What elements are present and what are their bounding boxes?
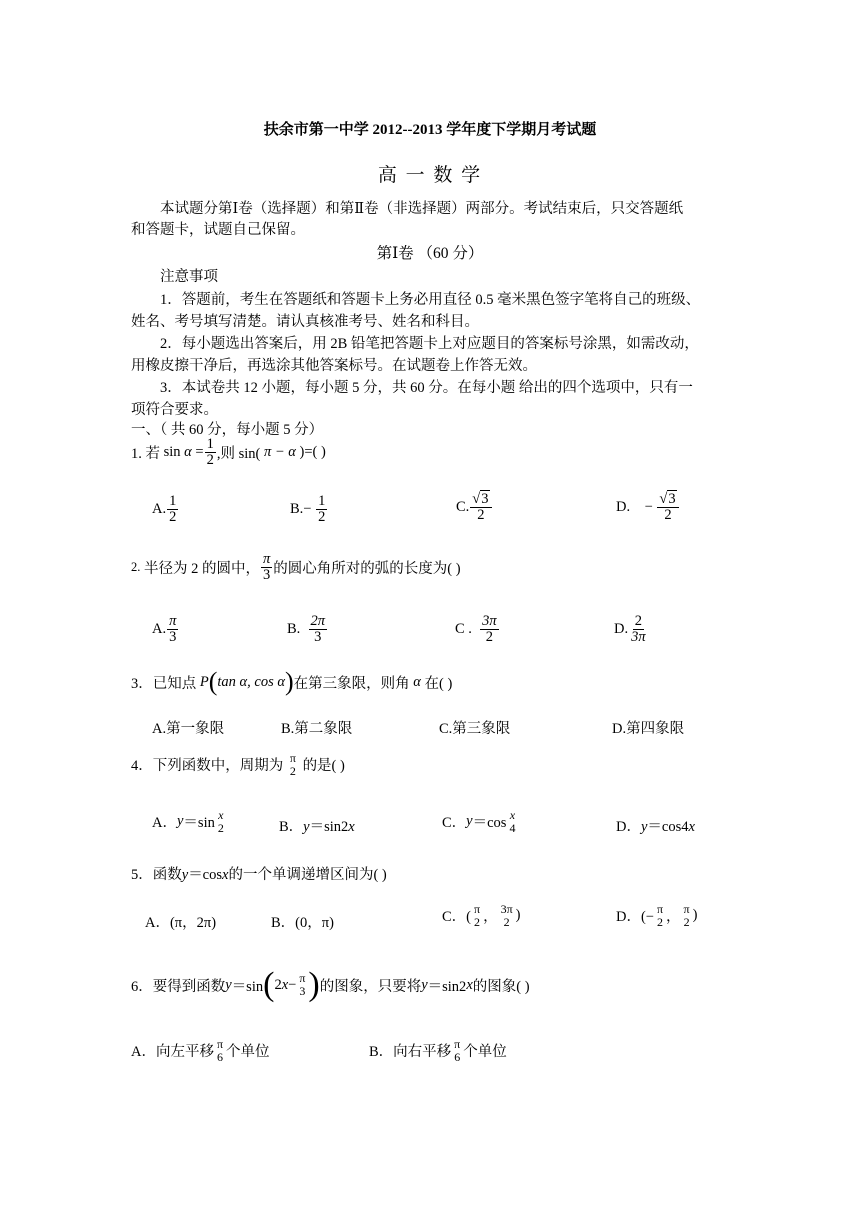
q2-option-d[interactable]: D. $\frac{2}{3\pi}$ [614, 613, 646, 646]
intro-line-1: 本试题分第Ⅰ卷（选择题）和第Ⅱ卷（非选择题）两部分。考试结束后，只交答题纸 [160, 201, 684, 217]
q3-option-a[interactable]: A.第一象限 [152, 721, 225, 737]
q1-option-c[interactable]: C. $\frac{√3}{2}$ [456, 492, 493, 523]
intro-line-2: 和答题卡，试题自己保留。 [131, 222, 305, 238]
q6-x2: x [466, 976, 473, 993]
q2-d-fraction: $\frac{2}{3\pi}$ [631, 613, 646, 646]
q5-eq: ＝cos [188, 867, 223, 883]
q5-option-c[interactable]: C．( π 2 ， 3π 2 ) [442, 902, 521, 929]
part-heading: 一、（ 共 60 分，每小题 5 分） [131, 422, 324, 438]
q1-option-b[interactable]: B. − $\frac{1}{2}$ [290, 493, 326, 526]
q4-a-fraction: x 2 [217, 808, 224, 835]
q2-option-c[interactable]: C . $\frac{3\pi}{2}$ [455, 613, 497, 646]
q2-text-b: 的圆心角所对的弧的长度为( ) [273, 561, 461, 578]
q2-pi-over-3: $\frac{\pi}{3}$ [263, 551, 271, 584]
q6-right-bracket: ) [308, 966, 320, 1003]
section-title: 第Ⅰ卷 （60 分） [376, 245, 484, 262]
q2-a-fraction: $\frac{\pi}{3}$ [169, 613, 177, 646]
q3-option-d[interactable]: D.第四象限 [612, 721, 685, 737]
note-2-line-2: 用橡皮擦干净后，再选涂其他答案标号。在试题卷上作答无效。 [131, 358, 537, 374]
q6-left-bracket: ( [263, 966, 275, 1003]
q5-y: y [181, 867, 189, 883]
q4-pi-over-2: π 2 [289, 751, 296, 778]
q3-right-paren: ) [285, 667, 294, 696]
q5-c-frac-2: 3π 2 [500, 902, 513, 929]
q6-option-b[interactable]: B．向右平移 π 6 个单位 [369, 1037, 507, 1064]
q1-d-fraction: $\frac{√3}{2}$ [657, 492, 678, 523]
q4-option-c[interactable]: C． y ＝cos x 4 [442, 808, 516, 835]
q6-y2: y [421, 976, 428, 993]
note-2-line-1: 2．每小题选出答案后，用 2B 铅笔把答题卡上对应题目的答案标号涂黑，如需改动， [160, 336, 699, 352]
q5-option-d[interactable]: D．(− π 2 ， π 2 ) [616, 902, 698, 929]
q1-b-sign: − [303, 501, 312, 518]
exam-title: 扶余市第一中学 2012--2013 学年度下学期月考试题 [263, 122, 597, 138]
q1-b-fraction: $\frac{1}{2}$ [318, 493, 326, 526]
note-3-line-2: 项符合要求。 [131, 402, 218, 418]
q5-c-frac-1: π 2 [474, 902, 481, 929]
q2-b-fraction: $\frac{2\pi}{3}$ [310, 613, 326, 646]
subject-title: 高 一 数 学 [377, 165, 483, 186]
q6-text-a: 6．要得到函数 [131, 978, 226, 995]
q3-text-b: 在第三象限，则角 [293, 675, 410, 692]
question-3 [131, 669, 452, 695]
q4-c-fraction: x 4 [509, 808, 516, 835]
q1-equals: = [195, 444, 204, 461]
q3-text-a: 3．已知点 [131, 675, 197, 692]
q6-y: y [225, 976, 232, 993]
q3-left-paren: ( [208, 667, 218, 696]
q1-half-fraction: $\frac{1}{2}$ [206, 436, 214, 469]
q4-option-d[interactable]: D．y＝cos4x [616, 819, 695, 835]
q3-option-c[interactable]: C.第三象限 [439, 721, 511, 737]
q4-text-b: 的是( ) [302, 758, 345, 775]
q1-sin: sin [163, 444, 181, 461]
q5-text-b: 的一个单调递增区间为( ) [228, 867, 387, 883]
q3-coords: tan α, cos α [217, 673, 285, 690]
q2-c-fraction: $\frac{3\pi}{2}$ [482, 613, 497, 646]
q1-option-d[interactable]: D. − $\frac{√3}{2}$ [616, 492, 680, 523]
q5-option-b[interactable]: B．(0，π) [271, 915, 334, 931]
q2-option-b[interactable]: B. $\frac{2\pi}{3}$ [287, 613, 326, 646]
q1-number: 1. 若 [131, 446, 160, 463]
q4-option-a[interactable]: A． y ＝sin x 2 [152, 808, 224, 835]
q1-alpha: α [184, 444, 192, 461]
q5-x: x [222, 867, 229, 883]
q1-text: ,则 sin( [216, 446, 261, 463]
q5-text-a: 5．函数 [131, 867, 182, 883]
q1-answer-paren: )=( ) [299, 444, 326, 461]
q5-option-a[interactable]: A．(π，2π) [145, 915, 217, 931]
q3-option-b[interactable]: B.第二象限 [281, 721, 353, 737]
q3-text-c: 在( ) [424, 675, 453, 692]
q6-a-fraction: π 6 [216, 1037, 224, 1064]
q6-b-fraction: π 6 [454, 1037, 461, 1064]
q5-d-frac-1: π 2 [656, 902, 664, 929]
q2-text-a: 半径为 2 的圆中， [144, 561, 260, 578]
q6-pi-over-3: π 3 [299, 971, 306, 998]
q1-option-a[interactable]: A. $\frac{1}{2}$ [152, 493, 177, 526]
q1-pi-minus-alpha: π − α [263, 444, 296, 461]
note-1-line-1: 1．答题前，考生在答题纸和答题卡上务必用直径 0.5 毫米黑色签字笔将自己的班级、 [160, 292, 701, 308]
notes-title: 注意事项 [160, 269, 218, 285]
q6-option-a[interactable]: A．向左平移 π 6 个单位 [131, 1037, 270, 1064]
q6-inner-x: x [281, 976, 289, 993]
q1-a-fraction: $\frac{1}{2}$ [169, 493, 177, 526]
question-4 [131, 752, 345, 777]
q5-d-frac-2: π 2 [683, 902, 690, 929]
q1-c-fraction: $\frac{√3}{2}$ [470, 492, 491, 523]
note-3-line-1: 3．本试卷共 12 小题，每小题 5 分，共 60 分。在每小题 给出的四个选项中，只有一 [160, 380, 693, 396]
q6-text-b: 的图象，只要将 [319, 978, 422, 995]
question-5 [131, 863, 387, 884]
note-1-line-2: 姓名、考号填写清楚。请认真核准考号、姓名和科目。 [131, 314, 479, 330]
q4-option-b[interactable]: B．y＝sin2x [279, 819, 355, 835]
q2-number: 2. [131, 560, 141, 575]
question-1 [131, 437, 326, 468]
q2-option-a[interactable]: A. $\frac{\pi}{3}$ [152, 613, 177, 646]
q6-inner-coef: 2 [274, 976, 282, 993]
q4-text-a: 4．下列函数中，周期为 [131, 758, 284, 775]
q6-inner-minus: − [288, 976, 297, 993]
q3-point-p: P [199, 673, 209, 690]
q1-d-sign: − [644, 499, 653, 516]
q6-text-c: 的图象( ) [472, 978, 530, 995]
q6-eq2: ＝sin2 [427, 978, 467, 995]
q3-alpha: α [413, 673, 421, 690]
question-6 [131, 968, 530, 1002]
question-2 [131, 552, 461, 583]
q6-eq: ＝sin [231, 978, 264, 995]
